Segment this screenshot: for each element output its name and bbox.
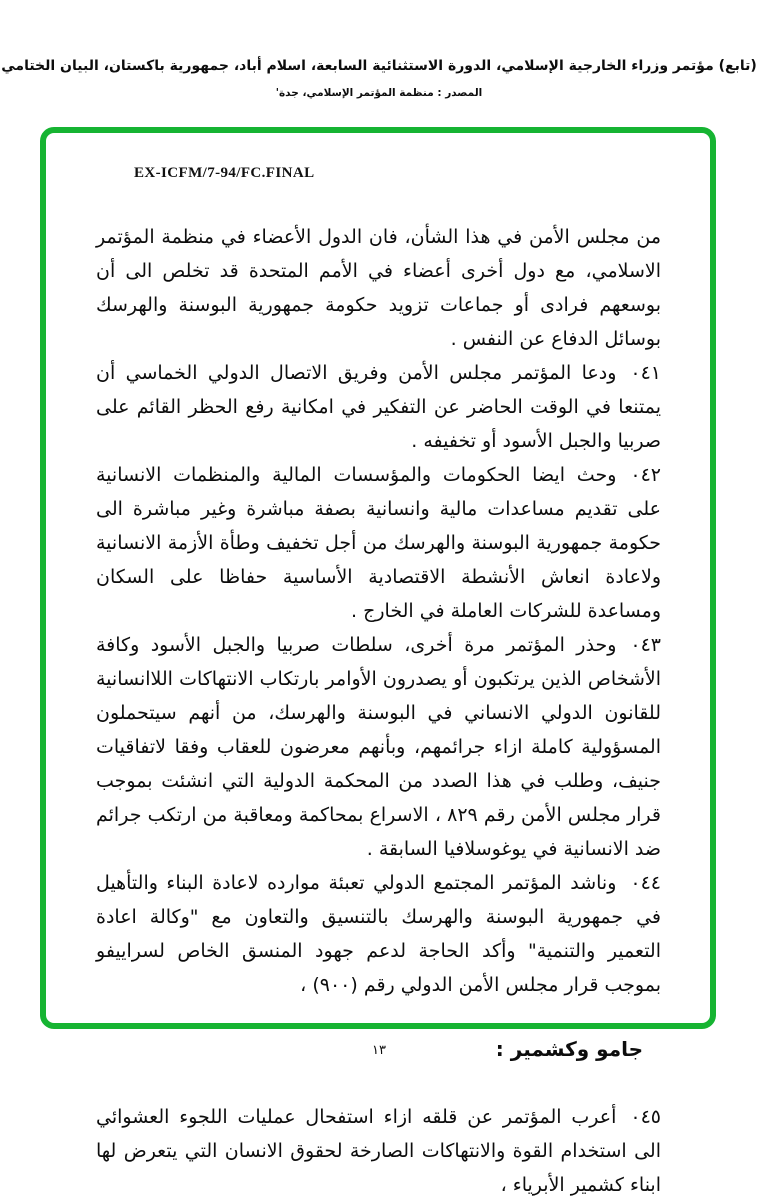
document-header (0, 56, 758, 99)
body-paragraph (96, 356, 661, 458)
paragraph-number: ٠٤٢ (630, 464, 661, 486)
page-number: ١٣ (372, 1043, 386, 1058)
paragraph-text: ودعا المؤتمر مجلس الأمن وفريق الاتصال الدولي الخماسي أن يمتنعا في الوقت الحاضر عن التفكير في امكانية رفع الحظر القائم على صربيا والجبل الأسود أو تخفيفه . (96, 362, 661, 452)
paragraph-number: ٠٤٣ (630, 634, 661, 656)
paragraph-text: أعرب المؤتمر عن قلقه ازاء استفحال عمليات اللجوء العشوائي الى استخدام القوة والانتهاكات الصارخة لحقوق الانسان التي يتعرض لها ابناء كشمير الأبرياء ، (96, 1106, 661, 1196)
body-paragraph (96, 458, 661, 628)
body-paragraph (96, 1100, 661, 1202)
paragraph-text: من مجلس الأمن في هذا الشأن، فان الدول الأعضاء في منظمة المؤتمر الاسلامي، مع دول أخرى أعضاء في الأمم المتحدة قد تخلص الى أن بوسعهم فرادى أو جماعات تزويد حكومة جمهورية البوسنة والهرسك بوسائل الدفاع عن النفس . (96, 226, 661, 350)
body-paragraph (96, 866, 661, 1002)
body-paragraph (96, 628, 661, 866)
paragraph-number: ٠٤٤ (630, 872, 661, 894)
section-heading: جامو وكشمير : (495, 1037, 643, 1061)
paragraph-text: وناشد المؤتمر المجتمع الدولي تعبئة موارده لاعادة البناء والتأهيل في جمهورية البوسنة والهرسك بالتنسيق والتعاون مع "وكالة اعادة التعمير والتنمية" وأكد الحاجة لدعم جهود المنسق الخاص لسراييفو بموجب قرار مجلس الأمن الدولي رقم (٩٠٠) ، (96, 872, 661, 996)
paragraph-text: وحث ايضا الحكومات والمؤسسات المالية والمنظمات الانسانية على تقديم مساعدات مالية وانسانية بصفة مباشرة وغير مباشرة الى حكومة جمهورية البوسنة والهرسك من أجل تخفيف وطأة الأزمة الانسانية ولاعادة انعاش الأنشطة الاقتصادية الأساسية حفاظا على السكان ومساعدة للشركات العاملة في الخارج . (96, 464, 661, 622)
paragraph-number: ٠٤٥ (630, 1106, 661, 1128)
header-title: (تابع) مؤتمر وزراء الخارجية الإسلامي، الدورة الاستثنائية السابعة، اسلام أباد، جمهورية باكستان، البيان الختامي (1, 58, 757, 74)
header-source: المصدر : منظمة المؤتمر الإسلامي، جدة' (275, 87, 483, 99)
paragraph-text: وحذر المؤتمر مرة أخرى، سلطات صربيا والجبل الأسود وكافة الأشخاص الذين يرتكبون أو يصدرون الأوامر بارتكاب الانتهاكات اللاانسانية للقانون الدولي الانساني في البوسنة والهرسك، من أنهم سيتحملون المسؤولية كاملة ازاء جرائمهم، وبأنهم معرضون للعقاب وفقا لاتفاقيات جنيف، وطلب في هذا الصدد من المحكمة الدولية التي انشئت بموجب قرار مجلس الأمن رقم ٨٢٩ ، الاسراع بمحاكمة ومعاقبة من ارتكب جرائم ضد الانسانية في يوغوسلافيا السابقة . (96, 634, 661, 860)
body-paragraph (96, 220, 661, 356)
document-reference: EX-ICFM/7-94/FC.FINAL (134, 165, 315, 181)
page-footer (0, 1039, 758, 1058)
paragraph-number: ٠٤١ (630, 362, 661, 384)
